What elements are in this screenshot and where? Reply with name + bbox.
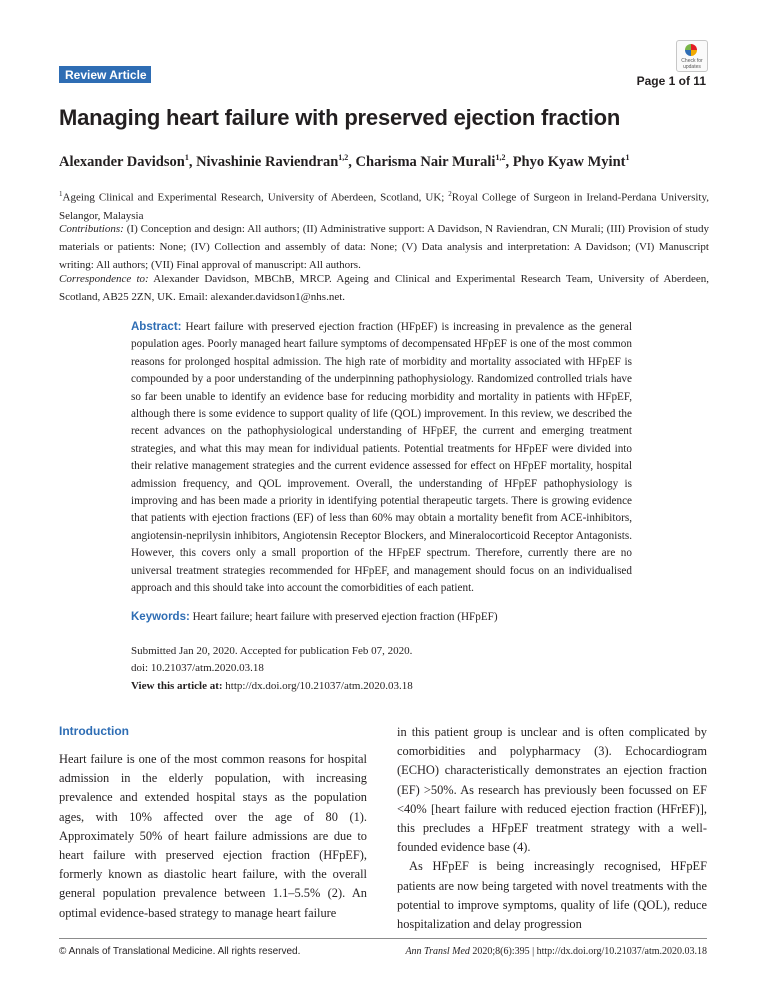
abstract-text: Heart failure with preserved ejection fraction (HFpEF) is increasing in prevalence as the general population ages. Poorly managed heart failure symptoms of decompensated HFpEF is one of the most common reasons for prolonged hospital admission. The high rate of morbidity and mortality associated with HFpEF is compounded by a poor understanding of the underpinning pathophysiology. Randomized controlled trials have so far been unable to identify an evidence base for reducing morbidity and mortality in patients with HFpEF, although there is some evidence to support quality of life (QOL) improvement. In this review, we described the recent advances on the pathophysiological understanding of HFpEF, the current and emerging treatment strategies, and what this may mean for individual patients. Potential treatments for HFpEF were divided into their relative management strategies and the current evidence assessed for effect on HFpEF mortality, hospital admission frequency, and QOL improvement. Overall, the understanding of HFpEF pathophysiology is improving and has been made a priority in identifying potential therapeutic targets. There is growing evidence that patients with ejection fractions (EF) of less than 60% may obtain a mortality benefit from ACE-inhibitors, angiotensin-neprilysin inhibitors, Angiotensin Receptor Blockers, and Mineralocorticoid Receptor Antagonists. However, this covers only a small proportion of the HFpEF spectrum. Therefore, currently there are no universal treatment strategies recommended for HFpEF, and management should focus on an individualised approach and this should take into account the comorbidities of each patient. xyxy=(131,321,632,595)
doi: doi: 10.21037/atm.2020.03.18 xyxy=(131,662,264,675)
view-article-line xyxy=(131,678,413,695)
contributions-label: Contributions: xyxy=(59,223,124,235)
view-article-label: View this article at: xyxy=(131,679,223,692)
affiliations xyxy=(59,185,709,225)
author-name: Phyo Kyaw Myint xyxy=(512,153,626,170)
paragraph: in this patient group is unclear and is often complicated by comorbidities and polypharmacy (3). Echocardiogram (ECHO) characteristically demonstrates an ejection fraction (EF) >50%. As research has previously been focussed on EF <40% [heart failure with reduced ejection fraction (HFrEF)], this precludes a HFpEF treatment strategy with a well-founded evidence base (4). xyxy=(397,725,707,855)
keywords xyxy=(131,611,632,623)
contributions xyxy=(59,220,709,274)
correspondence xyxy=(59,270,709,306)
correspondence-label: Correspondence to: xyxy=(59,273,149,285)
abstract-label: Abstract: xyxy=(131,321,182,333)
crossmark-icon xyxy=(685,44,697,56)
introduction-heading: Introduction xyxy=(59,724,129,738)
author-affiliation-mark: 1 xyxy=(184,153,189,162)
author-affiliation-mark: 1 xyxy=(625,153,630,162)
submission-dates: Submitted Jan 20, 2020. Accepted for publication Feb 07, 2020. xyxy=(131,645,413,657)
introduction-right-column xyxy=(397,723,707,934)
check-for-updates-button[interactable] xyxy=(676,40,708,72)
publication-info xyxy=(131,643,413,695)
footer-citation xyxy=(405,946,707,957)
article-title: Managing heart failure with preserved ejection fraction xyxy=(59,105,621,130)
author-name: Nivashinie Raviendran xyxy=(196,153,339,170)
author-list: Alexander Davidson$^1$, Nivashinie Raviendran$^{1,2}$, Charisma Nair Murali$^{1,2}$, Phyo Kyaw Myint$^1$ xyxy=(59,153,630,170)
correspondence-text: Alexander Davidson, MBChB, MRCP. Ageing and Clinical and Experimental Research Team, University of Aberdeen, Scotland, AB25 2ZN, UK. Email: alexander.davidson1@nhs.net. xyxy=(59,273,709,303)
author-name: Charisma Nair Murali xyxy=(355,153,496,170)
page-number: Page 1 of 11 xyxy=(636,74,706,88)
footer-divider xyxy=(59,938,707,939)
keywords-label: Keywords: xyxy=(131,611,190,623)
journal-name: Ann Transl Med xyxy=(405,946,470,957)
affiliation-text: Ageing Clinical and Experimental Research, University of Aberdeen, Scotland, UK; xyxy=(62,191,449,204)
affiliation-number: 2 xyxy=(448,190,452,198)
citation-text: 2020;8(6):395 | http://dx.doi.org/10.21037/atm.2020.03.18 xyxy=(469,946,707,957)
keywords-text: Heart failure; heart failure with preserved ejection fraction (HFpEF) xyxy=(189,611,498,623)
footer-copyright: © Annals of Translational Medicine. All rights reserved. xyxy=(59,946,301,957)
author-affiliation-mark: 1,2 xyxy=(495,153,506,162)
paragraph: As HFpEF is being increasingly recognised, HFpEF patients are now being targeted with novel treatments with the potential to improve symptoms, quality of life (QOL), reduce hospitalization and delay progression xyxy=(397,859,707,932)
author-affiliation-mark: 1,2 xyxy=(338,153,349,162)
author-name: Alexander Davidson xyxy=(59,153,185,170)
introduction-left-column: Heart failure is one of the most common reasons for hospital admission in the elderly population, with increasing prevalence and extended hospital stays as the population ages, with 10% affected over the age of 80 (1). Approximately 50% of heart failure admissions are due to heart failure with preserved ejection fraction (HFpEF), formerly known as diastolic heart failure, with the overall general population prevalence between 1.1–5.5% (2). An optimal evidence-based strategy to manage heart failure xyxy=(59,752,367,920)
crossmark-label: Check for updates xyxy=(681,58,703,70)
article-type-label: Review Article xyxy=(65,68,147,82)
abstract xyxy=(131,319,632,598)
affiliation-number: 1 xyxy=(59,190,63,198)
contributions-text: (I) Conception and design: All authors; (II) Administrative support: A Davidson, N Raviendran, CN Murali; (III) Provision of study materials or patients: None; (IV) Collection and assembly of data: None; (V) Data analysis and interpretation: A Davidson; (VI) Manuscript writing: All authors; (VII) Final approval of manuscript: All authors. xyxy=(59,223,709,271)
affiliation-text: Royal College of Surgeon in Ireland-Perdana University, Selangor, Malaysia xyxy=(59,191,709,222)
view-article-link[interactable]: http://dx.doi.org/10.21037/atm.2020.03.18 xyxy=(222,679,413,692)
